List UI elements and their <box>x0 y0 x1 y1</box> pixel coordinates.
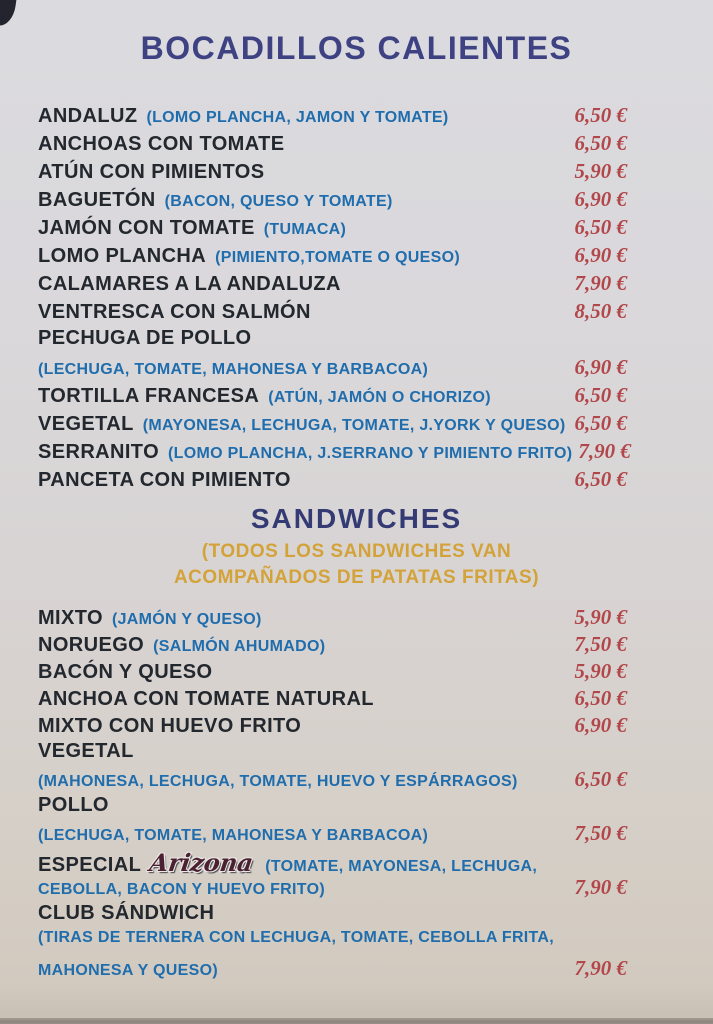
item-name: CALAMARES A LA ANDALUZA <box>38 273 341 295</box>
item-description: (LOMO PLANCHA, J.SERRANO Y PIMIENTO FRITO) <box>168 445 573 462</box>
item-description: (MAHONESA, LECHUGA, TOMATE, HUEVO Y ESPÁRRAGOS) <box>38 773 518 790</box>
item-name: ANDALUZ <box>38 105 138 127</box>
menu-item-continuation-row <box>38 929 627 956</box>
item-description: (LOMO PLANCHA, JAMON Y TOMATE) <box>146 109 449 126</box>
table-edge <box>0 1018 713 1024</box>
menu-item-row <box>38 159 627 187</box>
menu-item-row <box>38 383 627 411</box>
item-price: 7,90 € <box>578 439 631 463</box>
item-price: 6,50 € <box>574 411 627 435</box>
item-description: MAHONESA Y QUESO) <box>38 962 218 979</box>
sandwiches-subtitle <box>0 539 713 591</box>
menu-item-row <box>38 243 627 271</box>
menu-item-row <box>38 902 627 929</box>
menu-item-row <box>38 271 627 299</box>
item-name: ANCHOA CON TOMATE NATURAL <box>38 688 374 710</box>
menu-item-continuation-row <box>38 956 627 983</box>
item-name: ATÚN CON PIMIENTOS <box>38 161 265 183</box>
menu-item-row <box>38 439 631 467</box>
item-name: VENTRESCA CON SALMÓN <box>38 301 311 323</box>
section-title-bocadillos-calientes: BOCADILLOS CALIENTES <box>140 30 573 66</box>
menu-item-row <box>38 187 627 215</box>
item-name: PANCETA CON PIMIENTO <box>38 469 291 491</box>
item-price: 6,90 € <box>574 355 627 379</box>
item-description: (SALMÓN AHUMADO) <box>153 638 326 655</box>
menu-item-row <box>38 848 627 875</box>
menu-item-row <box>38 299 627 327</box>
menu-item-row <box>38 632 627 659</box>
item-price: 6,90 € <box>574 187 627 211</box>
item-name: ESPECIAL <box>38 854 142 876</box>
item-price: 5,90 € <box>574 659 627 683</box>
item-description: (TUMACA) <box>263 221 347 238</box>
item-price: 7,90 € <box>574 875 627 899</box>
item-price: 8,50 € <box>574 299 627 323</box>
sandwiches-subtitle-line1: (TODOS LOS SANDWICHES VAN <box>201 541 512 562</box>
item-price: 6,50 € <box>574 767 627 791</box>
item-description: CEBOLLA, BACON Y HUEVO FRITO) <box>38 881 325 898</box>
item-price: 5,90 € <box>574 605 627 629</box>
item-description: (BACON, QUESO Y TOMATE) <box>164 193 393 210</box>
item-price: 6,50 € <box>574 215 627 239</box>
section-title-sandwiches: SANDWICHES <box>250 503 463 534</box>
item-description: (LECHUGA, TOMATE, MAHONESA Y BARBACOA) <box>38 361 429 378</box>
item-description: (TIRAS DE TERNERA CON LECHUGA, TOMATE, CEBOLLA FRITA, <box>38 929 555 946</box>
item-name: JAMÓN CON TOMATE <box>38 217 255 239</box>
bocadillos-items-list <box>0 103 713 495</box>
menu-item-row <box>38 103 627 131</box>
item-name: TORTILLA FRANCESA <box>38 385 260 407</box>
menu-item-row <box>38 131 627 159</box>
item-price: 6,90 € <box>574 243 627 267</box>
item-price: 6,90 € <box>574 713 627 737</box>
menu-item-continuation-row <box>38 767 627 794</box>
item-price: 6,50 € <box>574 686 627 710</box>
item-name: BAGUETÓN <box>38 189 156 211</box>
item-price: 7,90 € <box>574 956 627 980</box>
item-description: (LECHUGA, TOMATE, MAHONESA Y BARBACOA) <box>38 827 429 844</box>
item-price: 6,50 € <box>574 467 627 491</box>
menu-item-continuation-row <box>38 875 627 902</box>
item-description: (PIMIENTO,TOMATE O QUESO) <box>215 249 460 266</box>
item-description: (MAYONESA, LECHUGA, TOMATE, J.YORK Y QUESO) <box>142 417 566 434</box>
sandwiches-subtitle-line2: ACOMPAÑADOS DE PATATAS FRITAS) <box>173 567 540 588</box>
item-description: (ATÚN, JAMÓN O CHORIZO) <box>268 389 491 406</box>
item-price: 7,90 € <box>574 271 627 295</box>
menu-item-row <box>38 713 627 740</box>
menu-item-row <box>38 467 627 495</box>
item-price: 6,50 € <box>574 383 627 407</box>
item-name: CLUB SÁNDWICH <box>38 902 215 924</box>
item-name: MIXTO CON HUEVO FRITO <box>38 715 302 737</box>
item-name: SERRANITO <box>38 441 160 463</box>
item-name: POLLO <box>38 794 109 816</box>
item-name: VEGETAL <box>38 740 134 762</box>
item-description: (JAMÓN Y QUESO) <box>111 611 262 628</box>
item-name: LOMO PLANCHA <box>38 245 207 267</box>
menu-item-row <box>38 740 627 767</box>
menu-item-row <box>38 659 627 686</box>
photo-corner-artifact <box>0 0 17 27</box>
item-name: NORUEGO <box>38 634 145 656</box>
menu-item-row <box>38 794 627 821</box>
menu-item-row <box>38 411 627 439</box>
item-name: PECHUGA DE POLLO <box>38 327 252 349</box>
menu-item-continuation-row <box>38 355 627 383</box>
item-price: 7,50 € <box>574 632 627 656</box>
item-price: 6,50 € <box>574 131 627 155</box>
arizona-logo: Arizona <box>148 848 256 877</box>
menu-item-row <box>38 215 627 243</box>
menu-item-row <box>38 686 627 713</box>
item-price: 5,90 € <box>574 159 627 183</box>
item-name: BACÓN Y QUESO <box>38 661 213 683</box>
menu-item-continuation-row <box>38 821 627 848</box>
item-price: 7,50 € <box>574 821 627 845</box>
item-name: MIXTO <box>38 607 103 629</box>
item-name: VEGETAL <box>38 413 134 435</box>
item-price: 6,50 € <box>574 103 627 127</box>
menu-item-row <box>38 327 627 355</box>
item-description: (TOMATE, MAYONESA, LECHUGA, <box>265 858 538 875</box>
menu-item-row <box>38 605 627 632</box>
sandwiches-items-list <box>0 605 713 983</box>
item-name: ANCHOAS CON TOMATE <box>38 133 285 155</box>
